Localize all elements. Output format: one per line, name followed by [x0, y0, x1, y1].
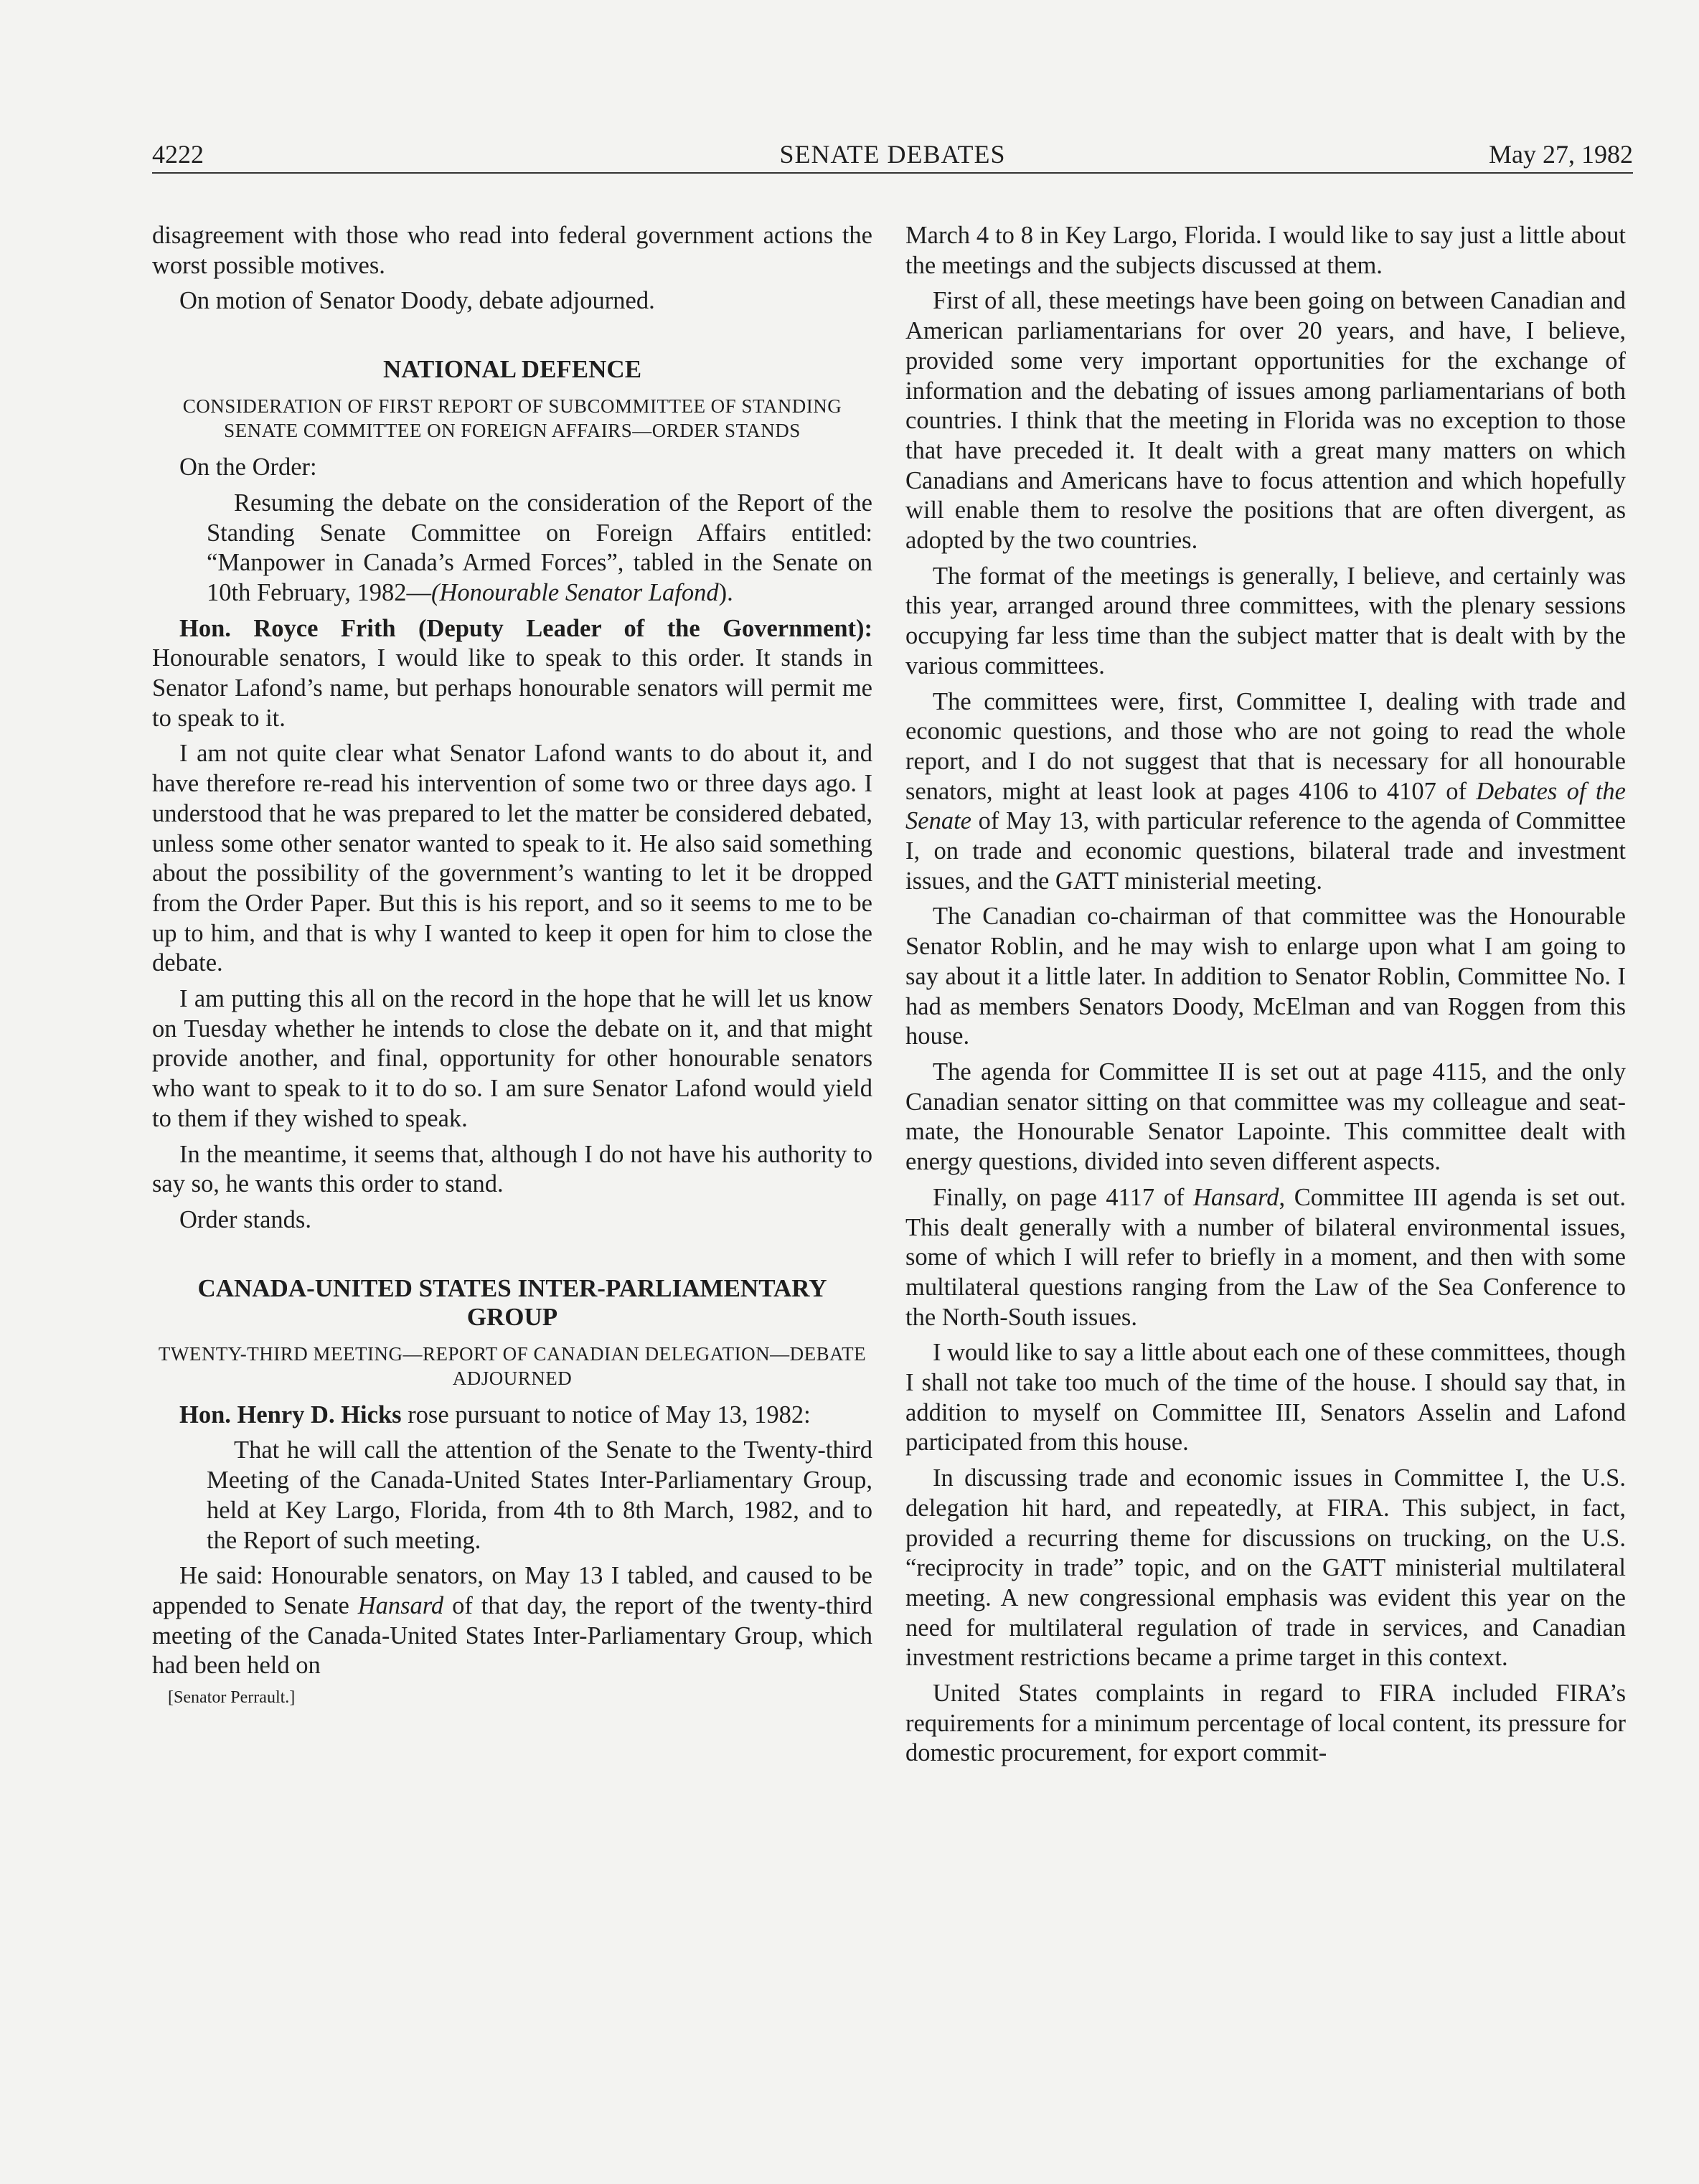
publication-date: May 27, 1982 [1489, 140, 1633, 169]
paragraph: First of all, these meetings have been going on between Canadian and American parliamentarians for over 20 years, and have, I believe, provided some very important opportunities for the exchange of information and the debating of issues among parliamentarians of both countries. I think that the meeting in Florida was no exception to those that have preceded it. It dealt with a great many matters on which Canadians and Americans have to focus attention and which hopefully will enable them to resolve the positions that are often divergent, as adopted by the two countries. [905, 287, 1626, 555]
paragraph: March 4 to 8 in Key Largo, Florida. I would like to say just a little about the meetings and the subjects discussed at them. [905, 222, 1626, 279]
section-heading: CANADA-UNITED STATES INTER-PARLIAMENTARY GROUP [197, 1274, 827, 1331]
paragraph: I am not quite clear what Senator Lafond wants to do about it, and have therefore re-read his intervention of some two or three days ago. I understood that he was prepared to let the matter be considered debated, unless some other senator wanted to speak to it. He also said something about the possibility of the government’s wanting to let it be dropped from the Order Paper. But this is his report, and so it seems to me to be up to him, and that is why I wanted to keep it open for him to close the debate. [152, 740, 872, 977]
section-subheading: CONSIDERATION OF FIRST REPORT OF SUBCOMMITTEE OF STANDING SENATE COMMITTEE ON FOREIGN AFFAIRS—ORDER STANDS [182, 395, 842, 442]
left-column [152, 221, 872, 1708]
speaker-name: Hon. Henry D. Hicks [179, 1401, 402, 1428]
paragraph: disagreement with those who read into federal government actions the worst possible motives. [152, 222, 872, 279]
running-header [152, 138, 1633, 171]
paragraph: United States complaints in regard to FIRA included FIRA’s requirements for a minimum percentage of local content, its pressure for domestic procurement, for export commit- [905, 1680, 1626, 1767]
paragraph: On the Order: [179, 453, 317, 481]
paragraph: I am putting this all on the record in the hope that he will let us know on Tuesday whether he intends to close the debate on it, and that might provide another, and final, opportunity for other honourable senators who want to speak to it to do so. I am sure Senator Lafond would yield to them if they wished to speak. [152, 985, 872, 1132]
paragraph: On motion of Senator Doody, debate adjourned. [179, 287, 655, 315]
paragraph: He said: Honourable senators, on May 13 I tabled, and caused to be appended to Senate Hansard of that day, the report of the twenty-third meeting of the Canada-United States Inter-Parliamentary Group, which had been held on [152, 1562, 872, 1680]
speaker-name: Hon. Royce Frith (Deputy Leader of the Government): [179, 614, 872, 642]
paragraph: In discussing trade and economic issues in Committee I, the U.S. delegation hit hard, and repeatedly, at FIRA. This subject, in fact, provided a recurring theme for discussions on trucking, on the U.S. “reciprocity in trade” topic, and on the GATT ministerial multilateral meeting. A new congressional emphasis was evident this year on the need for multilateral regulation of trade in services, and Canadian investment restrictions became a prime target in this context. [905, 1464, 1626, 1672]
paragraph: I would like to say a little about each one of these committees, though I shall not take too much of the time of the house. I should say that, in addition to myself on Committee III, Senators Asselin and Lafond participated from this house. [905, 1339, 1626, 1456]
header-rule [152, 172, 1633, 174]
section-heading: NATIONAL DEFENCE [382, 355, 642, 384]
paragraph: The format of the meetings is generally, I believe, and certainly was this year, arranged around three committees, with the plenary sessions occupying far less time than the subject matter that is dealt with by the various committees. [905, 562, 1626, 679]
paragraph: Finally, on page 4117 of Hansard, Committee III agenda is set out. This dealt generally with a number of bilateral environmental issues, some of which I will refer to briefly in a moment, and then with some multilateral questions ranging from the Law of the Sea Conference to the North-South issues. [905, 1183, 1626, 1331]
page-number: 4222 [152, 140, 204, 169]
paragraph: The Canadian co-chairman of that committee was the Honourable Senator Roblin, and he may wish to enlarge upon what I am going to say about it a little later. In addition to Senator Roblin, Committee No. I had as members Senators Doody, McElman and van Roggen from this house. [905, 903, 1626, 1050]
paragraph: The agenda for Committee II is set out at page 4115, and the only Canadian senator sitting on that committee was my colleague and seat-mate, the Honourable Senator Lapointe. This committee dealt with energy questions, divided into seven different aspects. [905, 1058, 1626, 1176]
paragraph: Order stands. [179, 1205, 311, 1233]
order-quote: Resuming the debate on the consideration of the Report of the Standing Senate Committee on Foreign Affairs entitled: “Manpower in Canada’s Armed Forces”, tabled in the Senate on 10th February, 1982—(Honourable Senator Lafond). [207, 489, 872, 606]
speech-paragraph: Hon. Royce Frith (Deputy Leader of the Government): Honourable senators, I would like to speak to this order. It stands in Senator Lafond’s name, but perhaps honourable senators will permit me to speak to it. [152, 614, 872, 732]
section-subheading: TWENTY-THIRD MEETING—REPORT OF CANADIAN DELEGATION—DEBATE ADJOURNED [158, 1342, 867, 1389]
publication-title: SENATE DEBATES [779, 140, 1006, 169]
right-column [905, 221, 1626, 1774]
footer-note: [Senator Perrault.] [168, 1688, 296, 1708]
paragraph: In the meantime, it seems that, although I do not have his authority to say so, he wants this order to stand. [152, 1140, 872, 1198]
speech-paragraph: Hon. Henry D. Hicks rose pursuant to notice of May 13, 1982: [179, 1401, 811, 1428]
notice-quote: That he will call the attention of the Senate to the Twenty-third Meeting of the Canada-United States Inter-Parliamentary Group, held at Key Largo, Florida, from 4th to 8th March, 1982, and to the Report of such meeting. [207, 1436, 872, 1554]
paragraph: The committees were, first, Committee I, dealing with trade and economic questions, and those who are not going to read the whole report, and I do not suggest that that is necessary for all honourable senators, might at least look at pages 4106 to 4107 of Debates of the Senate of May 13, with particular reference to the agenda of Committee I, on trade and economic questions, bilateral trade and investment issues, and the GATT ministerial meeting. [905, 687, 1626, 895]
